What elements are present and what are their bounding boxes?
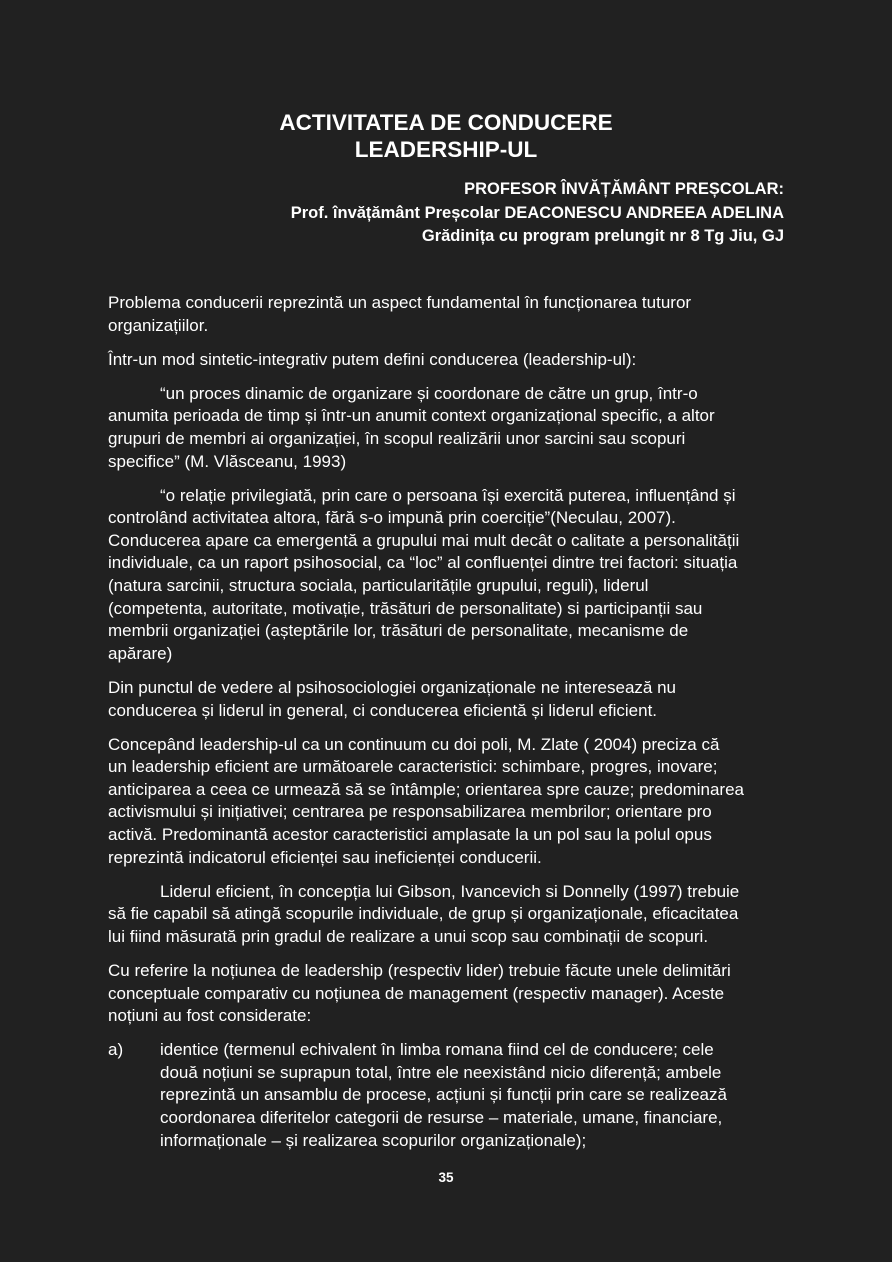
document-body: [108, 292, 798, 1164]
paragraph: [108, 349, 798, 372]
paragraph: [108, 960, 798, 1028]
text-line: “o relație privilegiată, prin care o persoana își exercită puterea, influențând și: [160, 485, 736, 505]
text-line: noțiuni au fost considerate:: [108, 1006, 312, 1026]
paragraph: [108, 485, 798, 666]
list-text: identice (termenul echivalent în limba romana fiind cel de conducere; cele: [160, 1040, 714, 1060]
text-line: informaționale – și realizarea scopurilor organizaționale);: [160, 1130, 587, 1150]
paragraph: [108, 1039, 798, 1152]
text-line: coordonarea diferitelor categorii de resurse – materiale, umane, financiare,: [160, 1108, 723, 1127]
text-line: individuale, ca un raport psihosocial, ca “loc” al confluenței dintre trei factori: situația: [108, 553, 738, 573]
text-line: membrii organizației (așteptările lor, trăsături de personalitate, mecanisme de: [108, 621, 689, 641]
text-line: apărare): [108, 643, 173, 663]
text-line: conducerea și liderul in general, ci conducerea eficientă și liderul eficient.: [108, 700, 658, 720]
document-title: [0, 109, 892, 163]
text-line: Liderul eficient, în concepția lui Gibson, Ivancevich si Donnelly (1997) trebuie: [160, 881, 740, 901]
text-line: anumita perioada de timp și într-un anumit context organizațional specific, a altor: [108, 406, 715, 426]
text-line: Într-un mod sintetic-integrativ putem defini conducerea (leadership-ul):: [108, 349, 637, 369]
text-line: reprezintă indicatorul eficienței sau ineficienței conducerii.: [108, 847, 542, 867]
text-line: activă. Predominantă acestor caracteristici amplasate la un pol sau la polul opus: [108, 824, 712, 844]
paragraph: [108, 677, 798, 722]
text-line: Problema conducerii reprezintă un aspect fundamental în funcționarea tuturor: [108, 293, 692, 312]
page-number: 35: [438, 1170, 454, 1185]
text-line: “un proces dinamic de organizare și coordonare de către un grup, într-o: [160, 383, 698, 403]
text-line: Conducerea apare ca emergentă a grupului mai mult decât o calitate a personalității: [108, 530, 740, 550]
text-line: conceptuale comparativ cu noțiunea de management (respectiv manager). Aceste: [108, 983, 725, 1003]
text-line: Din punctul de vedere al psihosociologiei organizaționale ne interesează nu: [108, 677, 676, 697]
text-line: (natura sarcinii, structura sociala, particularitățile grupului, reguli), liderul: [108, 576, 649, 596]
paragraph: [108, 881, 798, 949]
text-line: Cu referire la noțiunea de leadership (respectiv lider) trebuie făcute unele delimitări: [108, 960, 731, 980]
author-role: PROFESOR ÎNVĂȚĂMÂNT PREȘCOLAR:: [464, 180, 784, 198]
subtitle-line: LEADERSHIP-UL: [354, 137, 538, 162]
text-line: controlând activitatea altora, fără s-o impună prin coerciție”(Neculau, 2007).: [108, 508, 676, 528]
text-line: reprezintă un ansamblu de procese, acțiuni și funcții prin care se realizează: [160, 1085, 727, 1105]
text-line: activismului și inițiativei; centrarea pe responsabilizarea membrilor; orientare pro: [108, 802, 712, 822]
text-line: grupuri de membri ai organizației, în scopul realizării unor sarcini sau scopuri: [108, 428, 686, 448]
text-line: să fie capabil să atingă scopurile individuale, de grup și organizaționale, eficacitatea: [108, 904, 739, 924]
title-line: ACTIVITATEA DE CONDUCERE: [279, 110, 613, 135]
text-line: [108, 1039, 798, 1062]
author-institution: Grădinița cu program prelungit nr 8 Tg Jiu, GJ: [421, 227, 784, 245]
author-name: Prof. învățământ Preșcolar DEACONESCU ANDREEA ADELINA: [290, 203, 784, 222]
paragraph: [108, 292, 798, 337]
text-line: Concepând leadership-ul ca un continuum cu doi poli, M. Zlate ( 2004) preciza că: [108, 734, 720, 754]
paragraph: [108, 383, 798, 473]
text-line: lui fiind măsurată prin gradul de realizare a unui scop sau combinații de scopuri.: [108, 926, 709, 946]
text-line: (competenta, autoritate, motivație, trăsături de personalitate) si participanții sau: [108, 598, 703, 618]
author-block: [291, 178, 784, 249]
text-line: anticiparea a ceea ce urmează să se întâmple; orientarea spre cauze; predominarea: [108, 779, 744, 799]
paragraph: [108, 734, 798, 870]
text-line: un leadership eficient are următoarele caracteristici: schimbare, progres, inovare;: [108, 757, 718, 777]
text-line: organizațiilor.: [108, 315, 209, 335]
text-line: specifice” (M. Vlăsceanu, 1993): [108, 451, 347, 471]
list-marker: a): [108, 1040, 124, 1060]
text-line: două noțiuni se suprapun total, între ele neexistând nicio diferență; ambele: [160, 1062, 722, 1082]
